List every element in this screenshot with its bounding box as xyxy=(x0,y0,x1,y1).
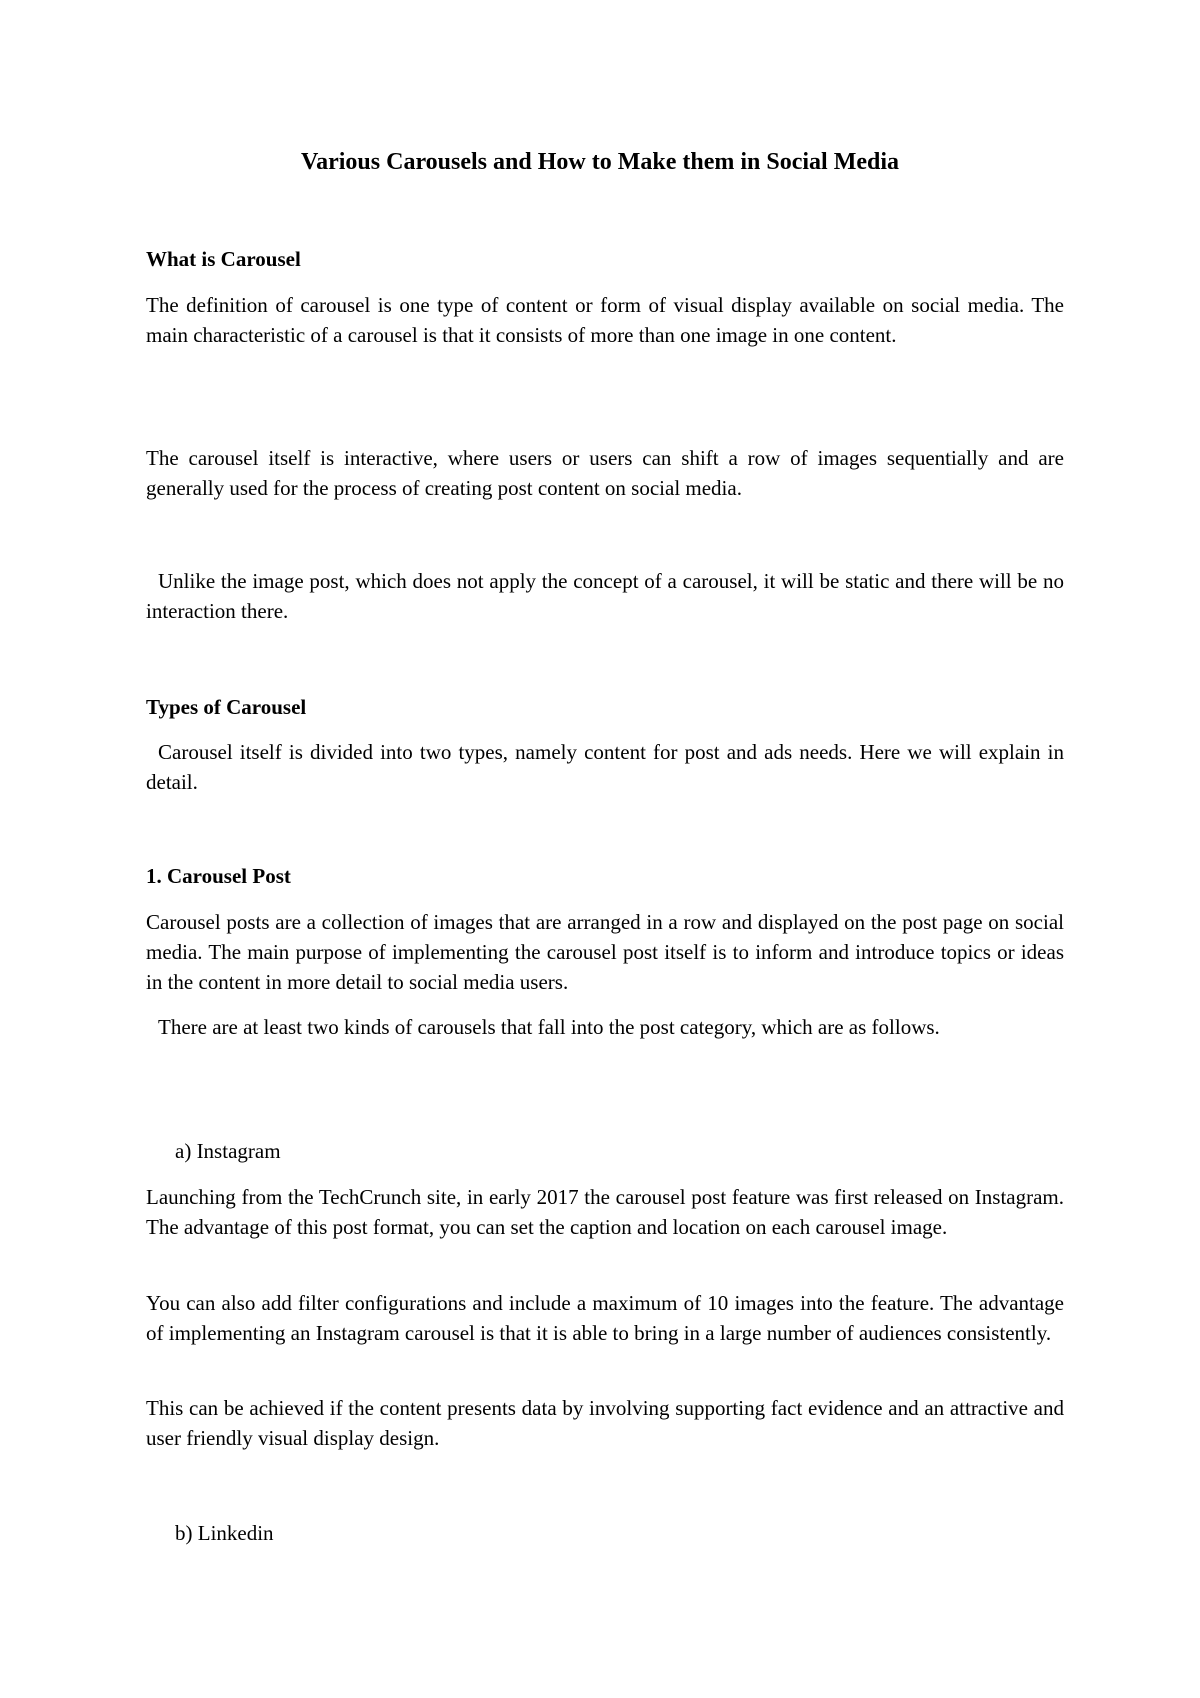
document-title: Various Carousels and How to Make them in Social Media xyxy=(300,149,900,175)
paragraph-types-intro: Carousel itself is divided into two types, namely content for post and ads needs. Here we will explain in detail. xyxy=(146,740,1064,794)
section-heading-carousel-post: 1. Carousel Post xyxy=(146,864,291,888)
paragraph-instagram-data: This can be achieved if the content presents data by involving supporting fact evidence and an attractive and user friendly visual display design. xyxy=(146,1396,1064,1450)
paragraph-interactive: The carousel itself is interactive, where users or users can shift a row of images sequentially and are generally used for the process of creating post content on social media. xyxy=(146,446,1064,500)
paragraph-two-kinds: There are at least two kinds of carousels that fall into the post category, which are as follows. xyxy=(158,1015,940,1039)
paragraph-instagram-filters: You can also add filter configurations and include a maximum of 10 images into the feature. The advantage of implementing an Instagram carousel is that it is able to bring in a large number of audiences consistently. xyxy=(146,1291,1064,1345)
paragraph-instagram-launch: Launching from the TechCrunch site, in early 2017 the carousel post feature was first released on Instagram. The advantage of this post format, you can set the caption and location on each carousel image. xyxy=(146,1185,1064,1239)
paragraph-definition: The definition of carousel is one type of content or form of visual display available on social media. The main characteristic of a carousel is that it consists of more than one image in one content. xyxy=(146,293,1064,347)
subheading-instagram: a) Instagram xyxy=(175,1139,281,1163)
subheading-linkedin: b) Linkedin xyxy=(175,1521,274,1545)
paragraph-carousel-post-definition: Carousel posts are a collection of images that are arranged in a row and displayed on the post page on social media. The main purpose of implementing the carousel post itself is to inform and introduce topics or ideas in the content in more detail to social media users. xyxy=(146,910,1064,994)
paragraph-unlike-image-post: Unlike the image post, which does not apply the concept of a carousel, it will be static and there will be no interaction there. xyxy=(146,569,1064,623)
section-heading-what-is-carousel: What is Carousel xyxy=(146,247,301,271)
section-heading-types-of-carousel: Types of Carousel xyxy=(146,695,307,719)
